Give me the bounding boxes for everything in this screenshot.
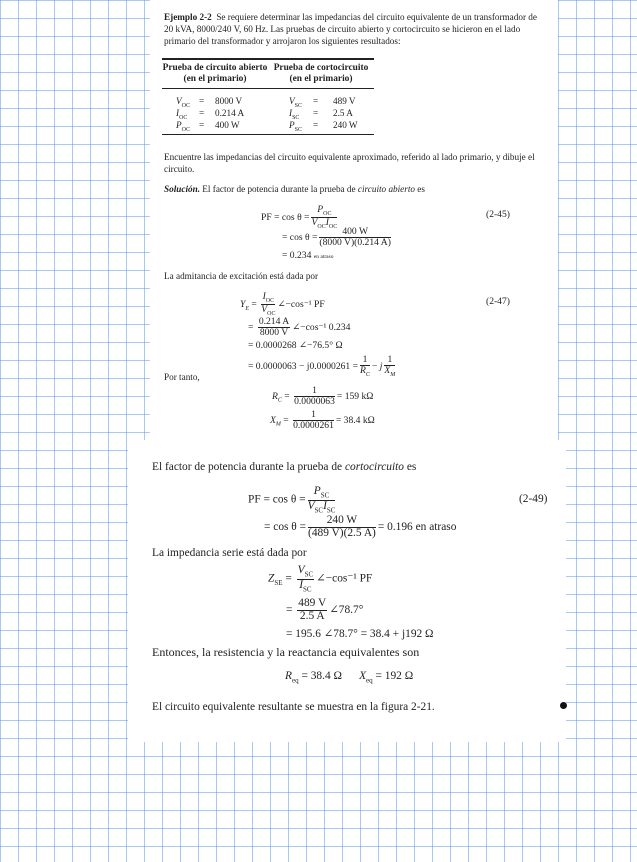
eq-2-49-number: (2-49) [519,493,548,505]
example-intro-line2: 20 kVA, 8000/240 V, 60 Hz. Las pruebas de circuito abierto y cortocircuito se hicieron en el lado [164,24,521,34]
table-cell-short-value: 240 W [333,120,358,130]
table-cell-short-symbol: $I_{SC}$ [289,108,300,121]
zse-line1: $Z_{SE}$ = $\frac{V_{SC}}{I_{SC}}$ ∠−cos⁻¹ PF [268,564,373,593]
table-cell-open-eq: = [199,96,205,106]
solution-label: Solución. [164,184,200,194]
eq-2-47-number: (2-47) [486,296,510,307]
example-intro-line3: primario del transformador y arrojaron los siguientes resultados: [164,36,401,46]
eq-2-45-number: (2-45) [486,209,510,220]
eq-2-47-line3: = 0.0000268 ∠−76.5° Ω [248,340,343,351]
zse-line3: = 195.6 ∠78.7° = 38.4 + j192 Ω [286,628,434,640]
xm-equation: $X_M$ = $\frac{1}{0.0000261}$ = 38.4 kΩ [270,409,375,432]
table-cell-short-value: 489 V [333,96,356,106]
table-header-rule [162,88,374,89]
req-line: $R_{eq} = 38.4$ Ω $X_{eq} = 192$ Ω [285,670,414,685]
admittance-text: La admitancia de excitación está dada por [164,271,319,281]
example-intro-line1 [164,12,537,23]
table-cell-open-value: 0.214 A [215,108,245,118]
eq-2-47-line2: = $\frac{0.214 A}{8000 V}$ ∠−cos⁻¹ 0.234 [248,316,351,339]
table-cell-short-eq: = [313,120,319,130]
bullet-dot [560,702,567,709]
example-label: Ejemplo 2-2 [164,12,212,22]
table-cell-short-value: 2.5 A [333,108,353,118]
zse-line2: = $\frac{489 V}{2.5 A}$ ∠78.7° [286,597,364,622]
table-cell-open-symbol: $V_{OC}$ [176,96,190,109]
closing-text: El circuito equivalente resultante se muestra en la figura 2-21. [152,701,435,713]
table-cell-short-symbol: $V_{SC}$ [289,96,302,109]
table-cell-short-eq: = [313,108,319,118]
table-cell-open-eq: = [199,108,205,118]
table-cell-short-symbol: $P_{SC}$ [289,120,302,133]
table-cell-short-eq: = [313,96,319,106]
table-cell-open-value: 8000 V [215,96,243,106]
table-cell-open-symbol: $I_{OC}$ [176,108,188,121]
table-top-rule [162,58,374,60]
eq-2-45-line1: PF = cos θ = $\frac{P_{OC}}{V_{OC}I_{OC}}$ [261,204,338,231]
series-text: La impedancia serie está dada por [152,547,307,559]
table-bottom-rule [162,134,374,135]
eq-2-49-line2: = cos θ = $\frac{240 W}{(489 V)(2.5 A)}$ = 0.196 en atraso [264,514,457,539]
sc-line: El factor de potencia durante la prueba de cortocircuito es [152,461,417,473]
therefore-text: Por tanto, [164,372,200,382]
eq-2-47-line1: $Y_E$ = $\frac{I_{OC}}{V_{OC}}$ ∠−cos⁻¹ PF [240,291,325,318]
eq-2-45-line2: = cos θ = $\frac{400 W}{(8000 V)(0.214 A)}$ [282,226,391,249]
eq-2-49-line1: PF = cos θ = $\frac{P_{SC}}{V_{SC}I_{SC}}$ [248,485,336,514]
rc-equation: $R_C$ = $\frac{1}{0.0000063}$ = 159 kΩ [272,385,374,408]
eq-2-45-line3: = 0.234 en atraso [282,250,334,261]
table-cell-open-symbol: $P_{OC}$ [176,120,190,133]
table-cell-open-value: 400 W [215,120,240,130]
eq-2-47-line4: = 0.0000063 − j0.0000261 = $\frac{1}{R_C}$ − j $\frac{1}{X_M}$ [248,354,396,378]
solution-line: Solución. El factor de potencia durante la prueba de circuito abierto es [164,184,425,194]
intro-text-1: Se requiere determinar las impedancias del circuito equivalente de un transformador de [216,12,537,22]
table-header-open-circuit: Prueba de circuito abierto (en el primario) [162,63,268,84]
task-line1: Encuentre las impedancias del circuito equivalente aproximado, referido al lado primario, y dibuje el [164,152,535,162]
task-line2: circuito. [164,164,195,174]
table-header-short-circuit: Prueba de cortocircuito (en el primario) [273,63,369,84]
table-cell-open-eq: = [199,120,205,130]
then-text: Entonces, la resistencia y la reactancia equivalentes son [152,645,420,659]
